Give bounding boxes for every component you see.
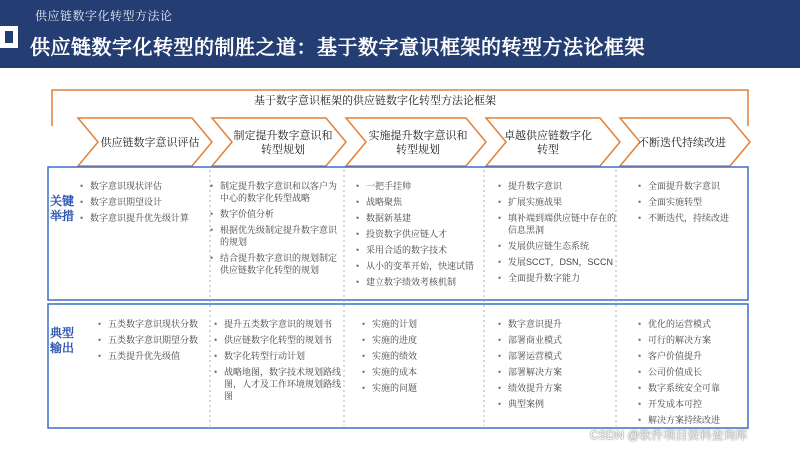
list-item: • 发展SCCT，DSN，SCCN (496, 256, 616, 268)
list-item: • 绩效提升方案 (496, 382, 612, 394)
list-item: • 开发成本可控 (636, 398, 746, 410)
row-label-typical-outputs: 典型输出 (50, 326, 75, 355)
page-subtitle: 供应链数字化转型方法论 (35, 9, 173, 23)
list-item: • 提升数字意识 (496, 180, 616, 192)
list-item: • 客户价值提升 (636, 350, 746, 362)
list-item: • 全面提升数字意识 (636, 180, 746, 192)
outputs-column-5 (636, 318, 746, 430)
outputs-column-1 (96, 318, 204, 366)
watermark: CSDN @软件项目资料查询库 (590, 428, 748, 442)
list-item: • 实施的绩效 (360, 350, 480, 362)
list-item: • 建立数字绩效考核机制 (354, 276, 484, 288)
list-item: • 部署运营模式 (496, 350, 612, 362)
list-item: • 数字化转型行动计划 (212, 350, 342, 362)
list-item: • 根据优先级制定提升数字意识的规划 (208, 224, 342, 248)
list-item: • 五类数字意识期望分数 (96, 334, 204, 346)
list-item: • 从小的变革开始，快速试错 (354, 260, 484, 272)
outputs-column-4 (496, 318, 612, 414)
list-item: • 优化的运营模式 (636, 318, 746, 330)
list-item: • 实施的进度 (360, 334, 480, 346)
list-item: • 一把手挂帅 (354, 180, 484, 192)
outputs-column-3 (360, 318, 480, 398)
list-item: • 公司价值成长 (636, 366, 746, 378)
initiatives-column-4 (496, 180, 616, 288)
list-item: • 数字意识现状评估 (78, 180, 198, 192)
row-label-key-initiatives: 关键举措 (50, 194, 75, 223)
list-item: • 实施的成本 (360, 366, 480, 378)
list-item: • 发展供应链生态系统 (496, 240, 616, 252)
phase-2-label: 制定提升数字意识和转型规划 (233, 130, 333, 156)
list-item: • 实施的计划 (360, 318, 480, 330)
list-item: • 提升五类数字意识的规划书 (212, 318, 342, 330)
page-title: 供应链数字化转型的制胜之道：基于数字意识框架的转型方法论框架 (30, 37, 645, 59)
list-item: • 采用合适的数字技术 (354, 244, 484, 256)
list-item: • 数字意识提升优先级计算 (78, 212, 198, 224)
list-item: • 五类提升优先级值 (96, 350, 204, 362)
list-item: • 可行的解决方案 (636, 334, 746, 346)
list-item: • 实施的问题 (360, 382, 480, 394)
list-item: • 结合提升数字意识的规划制定供应链数字化转型的规划 (208, 252, 342, 276)
initiatives-column-1 (78, 180, 198, 228)
list-item: • 数字意识期望设计 (78, 196, 198, 208)
list-item: • 数字系统安全可靠 (636, 382, 746, 394)
list-item: • 战略地图，数字技术规划路线图，人才及工作环境规划路线图 (212, 366, 342, 402)
list-item: • 部署解决方案 (496, 366, 612, 378)
list-item: • 投资数字供应链人才 (354, 228, 484, 240)
list-item: • 战略聚焦 (354, 196, 484, 208)
list-item: • 典型案例 (496, 398, 612, 410)
initiatives-column-5 (636, 180, 746, 228)
outputs-column-2 (212, 318, 342, 406)
list-item: • 解决方案持续改进 (636, 414, 746, 426)
list-item: • 填补端到端供应链中存在的信息黑洞 (496, 212, 616, 236)
framework-title: 基于数字意识框架的供应链数字化转型方法论框架 (254, 95, 496, 107)
list-item: • 数字意识提升 (496, 318, 612, 330)
list-item: • 制定提升数字意识和以客户为中心的数字化转型战略 (208, 180, 342, 204)
phase-4-label: 卓越供应链数字化转型 (504, 130, 592, 156)
phase-3-label: 实施提升数字意识和转型规划 (368, 130, 468, 156)
list-item: • 五类数字意识现状分数 (96, 318, 204, 330)
list-item: • 不断迭代，持续改进 (636, 212, 746, 224)
list-item: • 数字价值分析 (208, 208, 342, 220)
list-item: • 数据新基建 (354, 212, 484, 224)
list-item: • 扩展实施战果 (496, 196, 616, 208)
phase-5-label: 不断迭代持续改进 (638, 137, 726, 149)
list-item: • 全面实施转型 (636, 196, 746, 208)
initiatives-column-2 (208, 180, 342, 280)
list-item: • 全面提升数字能力 (496, 272, 616, 284)
phase-1-label: 供应链数字意识评估 (100, 137, 200, 149)
list-item: • 部署商业模式 (496, 334, 612, 346)
list-item: • 供应链数字化转型的规划书 (212, 334, 342, 346)
initiatives-column-3 (354, 180, 484, 292)
